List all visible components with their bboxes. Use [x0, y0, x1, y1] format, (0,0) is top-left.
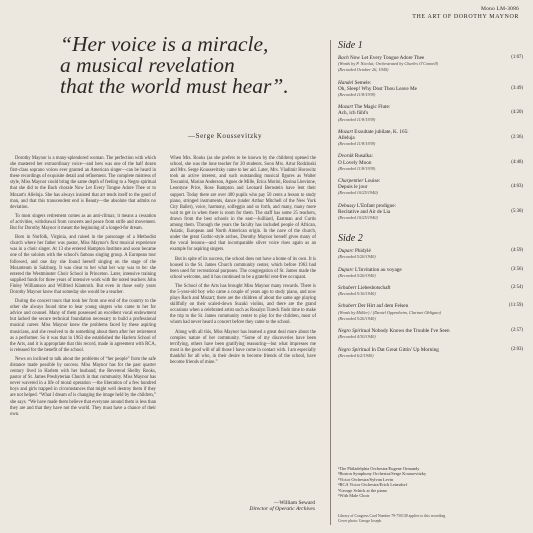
track-recording-date: (Recorded 11/8/1939): [338, 116, 376, 122]
track-duration: (2:36): [511, 135, 523, 141]
track-entry: [338, 129, 523, 148]
fine-print: [338, 514, 523, 523]
track-duration: (4:03): [511, 184, 523, 190]
fine-print-line: Cover photo: George Joseph: [338, 518, 382, 523]
track-subtitle: Ach, ich fühl's: [338, 110, 369, 117]
track-composer: Duparc: [338, 266, 354, 273]
track-title: The Magic Flute:: [354, 104, 391, 111]
track-composer: Bach: [338, 55, 349, 61]
paragraph: Dorothy Maynor is a many-splendored woman. The perfection with which she mastered her extraordinary voice—and hers was one of the half dozen first-class soprano voices ever granted an American singer—can be heard in these recordings of exquisite detail and refinement. The complete mistress of style, Miss Maynor could bring the same depth of feeling to a Negro spiritual that she did to the Bach chorale Now Let Every Tongue Adore Thee or to Mozart's Alleluja. She has always insisted that art tends itself to the good of man, and that this transcendent end is Beauty—the absolute that admits no deviation.: [10, 156, 156, 210]
liner-notes-column-1: [10, 156, 156, 421]
track-entry: [338, 303, 523, 322]
author-name: —William Seward: [273, 500, 315, 506]
track-entry: [338, 248, 523, 260]
track-duration: (2:57): [511, 328, 523, 334]
credit-line: ⁶With Male Choir: [338, 493, 370, 499]
credit-line: ⁵George Schick at the piano: [338, 487, 387, 493]
track-subtitle: Oh, Sleep! Why Dost Thou Leave Me: [338, 85, 417, 92]
track-duration: (3:49): [511, 85, 523, 91]
side-2-heading: Side 2: [338, 233, 363, 245]
track-recording-date: (Recorded 10/25/1940): [338, 215, 378, 221]
paragraph: When Mrs. Rooks (as she prefers to be known by the children) opened the school, she was the lone teacher for 20 students. Soon Mrs. Artur Rodzinski and Mrs. Serge Koussevitzky came to her aid. Later, Mrs. Vladimir Horowitz took an active interest, and such outstanding musical figures as Walter Toscanini, Marian Anderson, Agnes de Mille, Erica Morini, Rosina Lhevinne, Leontyne Price, Rose Bampton and Leonard Bernstein have lent their support. Today there are over 400 pupils who pay 50 cents a lesson to study piano, stringed instruments, dance (under Arthur Mitchell of the New York City Ballet), voice, harmony, solfeggio and so forth, and many, many more wait to get in when there is room for them. The staff has some 25 teachers, drawn from the best schools in the east—Juilliard, Eastman and Curtis among them. Through the years the faculty has included people of African, Asiatic, European and North American origin. In the nave of the church, under the great Gothic-style arches, Dorothy Maynor herself gives many of the vocal lessons—and that incomparable silver voice rises again as an example for aspiring singers.: [170, 156, 316, 253]
track-composer: Handel: [338, 79, 354, 86]
track-composer: Dvorák: [338, 153, 354, 160]
track-recording-date: (Recorded 11/8/1939): [338, 141, 376, 147]
track-recording-date: (Recorded 5/16/1940): [338, 291, 376, 297]
track-title: Now Let Every Tongue Adore Thee: [349, 55, 425, 61]
paragraph: Born in Norfolk, Virginia, and raised in the parsonage of a Methodist church where her father was pastor, Miss Maynor's first musical experience was in a choir singer. At 13 she entered Hampton Institute and soon became one of the soloists with the school's famous singing group. A European tour followed, and one day she found herself singing on the stage of the Mozarteum in Salzburg. It was clear to her what her way was to be: she entered the Westminster Choir School in Princeton. Later, intensive training supplied funds for three years of intensive work with the noted teachers John Finley Williamson and Wilfried Klamroth. But even in those early years Dorothy Maynor knew that someday she would be a teacher.: [10, 235, 156, 295]
credit-line: ¹The Philadelphia Orchestra/Eugene Ormandy: [338, 466, 420, 471]
track-title: Rusalka:: [354, 153, 374, 160]
credit-line: ²Boston Symphony Orchestra/Serge Koussevitzky: [338, 471, 427, 477]
track-entry: [338, 328, 523, 340]
track-entry: [338, 347, 523, 359]
track-recording-date: (Recorded 10/25/1940): [338, 190, 378, 196]
album-title: THE ART OF DOROTHY MAYNOR: [412, 14, 519, 20]
track-composer: Mozart: [338, 104, 353, 111]
track-title: Phidylé: [354, 248, 371, 255]
catalog-number: Mono LM-3086: [481, 6, 519, 12]
track-entry: [338, 104, 523, 123]
track-title: L'Invitation au voyage: [354, 266, 402, 273]
track-duration: (4:20): [511, 110, 523, 116]
side-1-heading: Side 1: [338, 40, 363, 51]
track-entry: [338, 80, 523, 99]
quote-line: a musical revelation: [60, 53, 235, 77]
track-entry: [338, 153, 523, 172]
track-recording-date: (Recorded 11/8/1939): [338, 165, 376, 171]
track-duration: (5:30): [511, 208, 523, 214]
paragraph: To most singers retirement comes as an anti-climax; it means a cessation of activities, withdrawal from concerts and peace from strife and movement. But for Dorothy Maynor it meant the beginning of a longed-for dream.: [10, 213, 156, 232]
paragraph: During the concert tours that took her from one end of the country to the other she always found time to hear young singers who came to her for advice and counsel. Many of them possessed an excellent vocal endowment but lacked the secure technical foundation necessary to build a professional musical career. Miss Maynor knew the problems faced by these aspiring musicians, and she resolved to do something about them after her retirement as a performer. So it was that in 1963 she established the Harlem School of the Arts, and it is appropriate that this record, made in agreement with RCA, is released for the benefit of the school.: [10, 299, 156, 353]
track-composer: Duparc: [338, 248, 354, 255]
credit-line: ³Victor Orchestra/Sylvan Levin: [338, 476, 394, 482]
track-duration: (4:59): [511, 248, 523, 254]
quote-attribution: —Serge Koussevitzky: [188, 132, 263, 140]
track-heading: [338, 267, 402, 273]
track-entry: [338, 55, 523, 74]
track-title: Liebesbotschaft: [357, 285, 391, 292]
track-composer: Mozart: [338, 128, 353, 135]
track-heading: [338, 303, 408, 309]
track-subtitle: Alleluja: [338, 135, 355, 142]
track-list: [338, 40, 523, 365]
credit-line: ⁴RCA Victor Orchestra/Erich Leinsdorf: [338, 482, 408, 488]
track-recording-date: (Recorded 11/8/1939): [338, 92, 376, 98]
track-composer: Debussy: [338, 202, 356, 209]
track-title: In Dat Great Gittin' Up Morning: [371, 346, 439, 353]
headline-quote: [60, 34, 340, 97]
track-recording-date: (Recorded 5/26/1940): [338, 254, 376, 260]
paragraph: News on inclined to talk about the problems of “her people” from the safe distance made possible by success. Miss Maynor has for the past quarter century lived in Harlem with her husband, the Reverend Shelby Rooks, pastor of St. James Presbyterian Church in that community. Miss Maynor has never wavered in a life of moral operation —the liberation of a few hundred boys and girls trapped in circumstances that might well destroy them if they are not helped. “What I dream of is changing the image held by the children,” she says. “We have made them believe that everyone around them is less than they are and that they have not the world. They must have a chance of their own.: [10, 356, 156, 417]
author-role: Director of Operatic Archives: [249, 506, 315, 512]
track-title: L'Enfant prodigue:: [356, 202, 396, 209]
track-entry: [338, 178, 523, 197]
side-1-tracks: [338, 55, 523, 221]
track-note: (Words by P. Nicolai; Orchestrated by Charles O'Connell): [338, 61, 439, 67]
column-divider: [330, 40, 331, 525]
paragraph: Along with all this, Miss Maynor has learned a great deal more about the complex nature of her community. “Some of my discoveries have been terrifying, others have been gratifying reassuring—but what impresses me most is the good will of all those I have come in contact with. I am especially thankful for all who, in their desire to become friends of the school, have become friends of mine.”: [170, 329, 316, 365]
track-subtitle: Recitative and Air de Lia: [338, 208, 391, 215]
liner-notes-column-2: [170, 156, 316, 369]
track-composer: Schubert: [338, 285, 357, 292]
track-duration: (1:07): [511, 55, 523, 60]
track-recording-date: (Recorded 5/26/1940): [338, 272, 376, 278]
track-duration: (4:48): [511, 159, 523, 165]
track-title: Semele:: [354, 79, 372, 86]
track-duration: (2:03): [511, 346, 523, 352]
track-composer: Charpentier: [338, 178, 364, 185]
track-subtitle: Depuis le jour: [338, 184, 368, 191]
side-2-tracks: [338, 248, 523, 359]
track-recording-date: (Recorded October 26, 1940): [338, 67, 389, 73]
track-title: Louise:: [364, 178, 381, 185]
track-title: Nobody Knows the Trouble I've Seen: [371, 328, 450, 335]
paragraph: But in spite of its success, the school does not have a home of its own. It is housed in the St. James Church community center, which before 1963 had been used for recreational purposes. The congregation of St. James made the school welcome, and it has continued to be a grateful rent-free occupant.: [170, 256, 316, 280]
quote-line: “Her voice is a miracle,: [60, 32, 269, 56]
track-entry: [338, 203, 523, 222]
track-composer: Negro Spiritual: [338, 346, 371, 353]
track-title: Der Hirt auf dem Felsen: [357, 303, 409, 310]
quote-line: that the world must hear”.: [60, 74, 289, 98]
track-title: Exsultate jubilate, K. 165:: [354, 128, 409, 135]
track-entry: [338, 267, 523, 279]
track-duration: (3:56): [511, 266, 523, 272]
track-heading: [338, 347, 439, 353]
track-note: (Words by Müller) / (Daniel Oppenheim, Clarinet Obligato): [338, 309, 442, 315]
performer-credits: [338, 466, 523, 498]
track-recording-date: (Recorded 4/30/1940): [338, 334, 376, 340]
track-composer: Schubert: [338, 303, 357, 310]
track-recording-date: (Recorded 5/26/1940): [338, 315, 376, 321]
signature-block: [215, 500, 315, 512]
track-subtitle: O Lovely Moon: [338, 159, 372, 166]
track-entry: [338, 285, 523, 297]
track-duration: (11:59): [509, 303, 523, 309]
track-recording-date: (Recorded 6/2/1940): [338, 352, 374, 358]
fine-print-line: Library of Congress Card Number 79-750138 applies to this recording: [338, 514, 446, 518]
paragraph: The School of the Arts has brought Miss Maynor many rewards. There is the 5-year-old boy who came a couple of years ago to study piano, and now plays Bach and Mozart; there are the children of about the same age playing skillfully on their scaled-down Suzuki violins, and there are the grand occasions when a celebrated artist such as Rosalyn Tureck finds time to make the trip to the St. James community center to play for the children, most of whom had never heard a concert before they came to the school.: [170, 283, 316, 326]
track-composer: Negro Spiritual: [338, 328, 371, 335]
track-duration: (2:54): [511, 285, 523, 291]
